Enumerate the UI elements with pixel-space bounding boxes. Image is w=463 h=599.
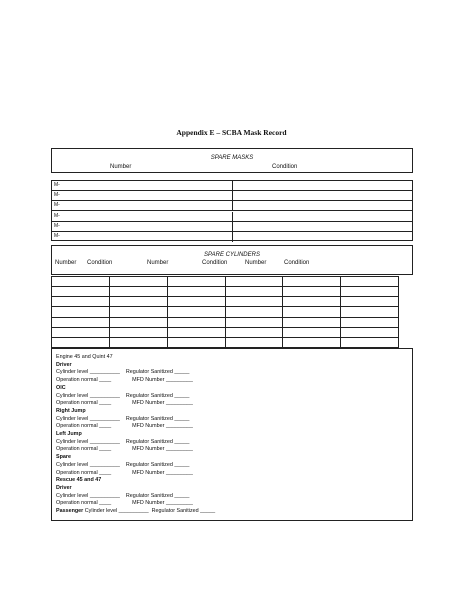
cylinder-row: [51, 306, 398, 316]
position-heading: Driver: [56, 484, 72, 491]
mask-row: [52, 201, 412, 211]
mask-column-divider: [232, 222, 233, 231]
spare-cylinders-table: [51, 276, 398, 347]
checklist-line: Cylinder level __________ Regulator Sanitized _____: [56, 461, 190, 468]
vehicle-checklist: [51, 348, 413, 521]
checklist-line: Operation normal ____ MFD Number _________: [56, 446, 193, 453]
checklist-line: Cylinder level __________ Regulator Sanitized _____: [56, 415, 190, 422]
checklist-line: Operation normal ____ MFD Number _________: [56, 400, 193, 407]
mask-row: [52, 181, 412, 191]
checklist-line: Cylinder level __________ Regulator Sanitized _____: [56, 492, 190, 499]
cylinder-row: [51, 317, 398, 327]
spare-cylinders-title: SPARE CYLINDERS: [204, 252, 260, 258]
checklist-line: Operation normal ____ MFD Number _________: [56, 423, 193, 430]
cyl-col-label: Number: [245, 260, 267, 266]
position-heading: Rescue 45 and 47: [56, 477, 102, 484]
passenger-checklist: Cylinder level __________ Regulator Sanitized _____: [83, 508, 216, 515]
cylinder-row: [51, 337, 398, 347]
mask-row: [52, 212, 412, 222]
position-heading: Left Jump: [56, 431, 82, 438]
checklist-line: Operation normal ____ MFD Number _________: [56, 500, 193, 507]
cyl-col-label: Condition: [87, 260, 113, 266]
mask-column-divider: [232, 191, 233, 200]
checklist-line: Cylinder level __________ Regulator Sanitized _____: [56, 369, 190, 376]
mask-number-prefix: M-: [54, 222, 60, 229]
cylinder-row: [51, 286, 398, 296]
cyl-col-label: Number: [147, 260, 169, 266]
cyl-col-label: Number: [55, 260, 77, 266]
cylinder-row: [51, 296, 398, 306]
mask-number-prefix: M-: [54, 212, 60, 219]
mask-column-divider: [232, 212, 233, 221]
position-heading: Right Jump: [56, 407, 86, 414]
mask-number-prefix: M-: [54, 182, 60, 188]
mask-number-prefix: M-: [54, 192, 60, 199]
cylinder-cell: [167, 337, 226, 348]
mask-number-prefix: M-: [54, 202, 60, 209]
checklist-line: Operation normal ____ MFD Number _________: [56, 377, 193, 384]
mask-number-prefix: M-: [54, 232, 60, 239]
checklist-line: Cylinder level __________ Regulator Sanitized _____: [56, 392, 190, 399]
spare-cylinders-header: [51, 245, 413, 275]
mask-row: [52, 191, 412, 201]
mask-row: [52, 222, 412, 232]
spare-masks-header: [51, 148, 413, 173]
mask-column-divider: [232, 181, 233, 190]
cylinder-row: [51, 276, 398, 286]
passenger-label: Passenger: [56, 508, 84, 515]
position-heading: OIC: [56, 384, 66, 391]
cylinder-row: [51, 327, 398, 337]
checklist-line: Cylinder level __________ Regulator Sanitized _____: [56, 438, 190, 445]
position-heading: Spare: [56, 454, 71, 461]
mask-row: [52, 232, 412, 242]
cyl-col-label: Condition: [202, 260, 228, 266]
position-heading: Driver: [56, 361, 72, 368]
passenger-line: [56, 508, 412, 516]
mask-column-divider: [232, 232, 233, 242]
cylinder-cell: [225, 337, 284, 348]
cylinder-cell: [51, 337, 110, 348]
cyl-col-label: Condition: [284, 260, 310, 266]
page-title: Appendix E – SCBA Mask Record: [176, 128, 287, 137]
spare-masks-table: [51, 180, 413, 241]
spare-masks-title: SPARE MASKS: [210, 155, 254, 161]
cylinder-cell: [340, 337, 399, 348]
checklist-line: Operation normal ____ MFD Number _________: [56, 469, 193, 476]
cylinder-cell: [282, 337, 341, 348]
spare-masks-condition-label: Condition: [272, 164, 298, 170]
cylinder-cell: [109, 337, 168, 348]
checklist-line: Engine 45 and Quint 47: [56, 354, 113, 360]
spare-masks-number-label: Number: [110, 164, 132, 170]
mask-column-divider: [232, 201, 233, 210]
